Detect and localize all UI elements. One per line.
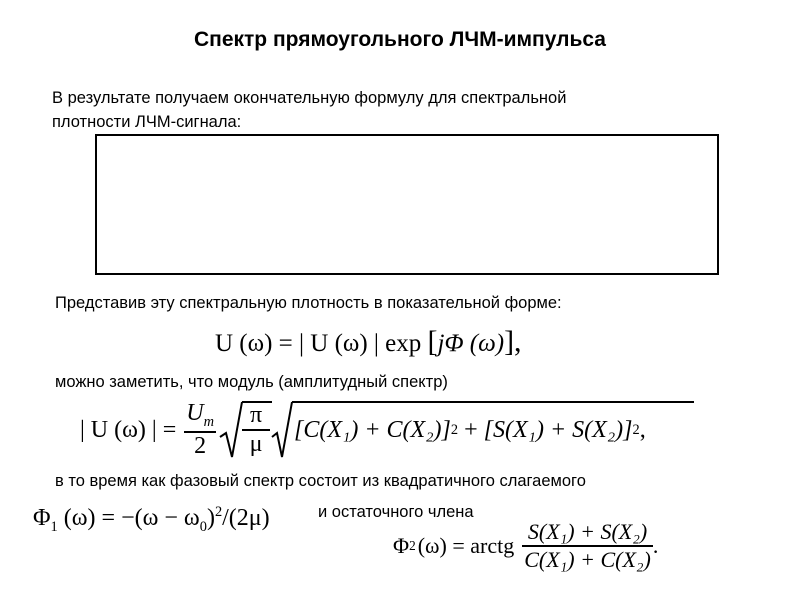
formula-phase2-symbol: Φ — [393, 533, 410, 558]
formula-phase-residual — [393, 512, 658, 580]
formula-amplitude-sine-part: [S(X₁) + S(X₂)] — [483, 416, 633, 443]
formula-amplitude-cosine-exp: 2 — [450, 421, 459, 438]
paragraph-intro-line-2: плотности ЛЧМ-сигнала: — [52, 113, 242, 131]
formula-phase1-exp: 2 — [214, 504, 223, 520]
formula-bracket-open: [ — [427, 325, 438, 358]
formula-root-fraction — [242, 402, 270, 458]
formula-phase2-lhs-rest: (ω) = arctg — [417, 533, 515, 558]
formula-phase1-rest: /(2μ) — [222, 505, 270, 531]
slide-title: Спектр прямоугольного ЛЧМ-импульса — [193, 28, 606, 51]
formula-phase1-body-sub: 0 — [199, 518, 207, 535]
formula-amplitude-denominator: 2 — [184, 431, 216, 460]
formula-phase-quadratic — [33, 497, 270, 542]
formula-phase2-sub: 2 — [409, 538, 416, 553]
paragraph-amplitude: можно заметить, что модуль (амплитудный спектр) — [55, 373, 448, 391]
formula-phase1-close: ) — [206, 505, 215, 531]
formula-amplitude-fraction — [184, 400, 216, 460]
formula-exponential-inner: jΦ (ω) — [437, 330, 505, 357]
formula-amplitude-lhs: | U (ω) | = — [80, 416, 177, 443]
formula-amplitude-plus: + — [464, 416, 478, 443]
formula-amplitude-numerator: U — [186, 400, 204, 427]
formula-phase2-numerator: S(X₁) + S(X₂) — [527, 519, 648, 544]
formula-phase1-sub: 1 — [50, 518, 58, 535]
formula-placeholder-box — [95, 134, 719, 275]
formula-phase2-fraction — [522, 519, 653, 573]
formula-amplitude-sine-exp: 2 — [632, 421, 640, 438]
formula-exponential-lhs: U (ω) = | U (ω) | exp — [215, 330, 422, 357]
formula-phase2-denominator: C(X₁) + C(X₂) — [524, 547, 651, 572]
paragraph-exponential-form: Представив эту спектральную плотность в показательной форме: — [55, 294, 562, 312]
paragraph-intro-line-1: В результате получаем окончательную формулу для спектральной — [52, 89, 567, 107]
formula-amplitude-cosine-part: [C(X₁) + C(X₂)] — [294, 416, 451, 443]
formula-root-denominator: μ — [242, 429, 270, 458]
formula-amplitude-numerator-sub: m — [203, 413, 215, 430]
sqrt-sign-icon — [272, 401, 292, 459]
formula-root-numerator: π — [249, 402, 263, 428]
formula-phase1-symbol: Φ — [33, 505, 51, 531]
sqrt-sign-icon — [220, 401, 242, 459]
formula-bracket-close: ], — [504, 325, 522, 358]
paragraph-residual-term: и остаточного члена — [318, 503, 474, 521]
formula-exponential-form — [215, 322, 522, 364]
formula-amplitude-tail: , — [639, 416, 646, 443]
formula-phase1-body: (ω) = −(ω − ω — [63, 505, 200, 531]
formula-amplitude — [80, 400, 646, 460]
formula-phase2-tail: . — [652, 533, 659, 558]
paragraph-phase-spectrum: в то время как фазовый спектр состоит из квадратичного слагаемого — [55, 472, 586, 490]
